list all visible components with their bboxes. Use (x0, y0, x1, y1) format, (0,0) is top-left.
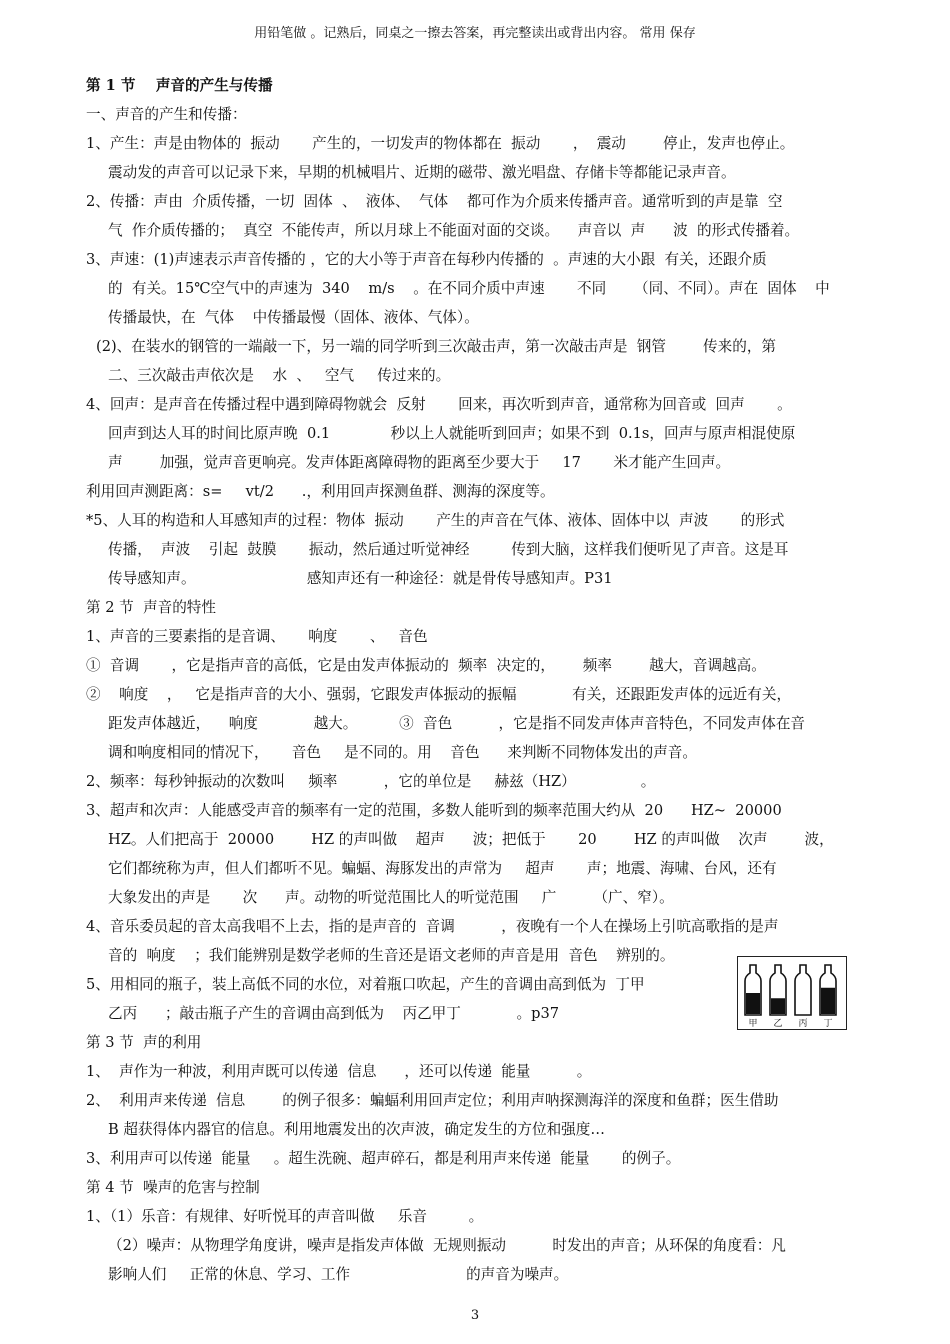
paragraph-line: ① 音调 ，它是指声音的高低，它是由发声体振动的 频率 决定的， 频率 越大，音调越高。 (86, 657, 766, 674)
paragraph-line: 传播， 声波 引起 鼓膜 振动，然后通过听觉神经 传到大脑，这样我们便听见了声音。这是耳 (108, 541, 789, 558)
paragraph-line: B 超获得体内器官的信息。利用地震发出的次声波，确定发生的方位和强度… (108, 1121, 605, 1138)
paragraph-line: 1、 声作为一种波，利用声既可以传递 信息 ，还可以传递 能量 。 (86, 1063, 592, 1080)
paragraph-line: 声 加强，觉声音更响亮。发声体距离障碍物的距离至少要大于 17 米才能产生回声。 (108, 454, 731, 471)
bottle-label-yi: 乙 (773, 1019, 783, 1029)
paragraph-line: 1、声音的三要素指的是音调、 响度 、 音色 (86, 628, 428, 645)
paragraph-line: 2、频率：每秒钟振动的次数叫 频率 ，它的单位是 赫兹（HZ） 。 (86, 773, 656, 790)
paragraph-line: 乙丙 ；敲击瓶子产生的音调由高到低为 丙乙甲丁 。p37 (108, 1005, 560, 1022)
paragraph-line: (2)、在装水的钢管的一端敲一下，另一端的同学听到三次敲击声，第一次敲击声是 钢管 传来的，第 (96, 338, 777, 355)
subsection-heading: 一、声音的产生和传播： (86, 106, 247, 123)
paragraph-line: 二、三次敲击声依次是 水 、 空气 传过来的。 (108, 367, 451, 384)
paragraph-line: ② 响度 ， 它是指声音的大小、强弱，它跟发声体振动的振幅 有关，还跟距发声体的远近有关， (86, 686, 792, 703)
paragraph-line: 传导感知声。 感知声还有一种途径：就是骨传导感知声。P31 (108, 570, 613, 587)
bottle-label-jia: 甲 (748, 1019, 758, 1029)
paragraph-line: 的 有关。15℃空气中的声速为 340 m/s 。在不同介质中声速 不同 （同、不同）。声在 固体 中 (108, 280, 830, 297)
bottle-water (771, 998, 785, 1014)
bottle-label-bing: 丙 (798, 1019, 808, 1029)
paragraph-line: 音的 响度 ；我们能辨别是数学老师的生音还是语文老师的声音是用 音色 辨别的。 (108, 947, 675, 964)
page-number: 3 (470, 1308, 480, 1323)
section-4-title: 第 4 节 噪声的危害与控制 (86, 1179, 260, 1196)
bottle-outline (795, 965, 811, 1015)
paragraph-line: 利用回声测距离：s= vt/2 .，利用回声探测鱼群、测海的深度等。 (86, 483, 555, 500)
bottle-water (821, 988, 835, 1014)
paragraph-line: HZ。人们把高于 20000 HZ 的声叫做 超声 波；把低于 20 HZ 的声叫做 次声 波， (108, 831, 834, 848)
paragraph-line: 3、超声和次声：人能感受声音的频率有一定的范围，多数人能听到的频率范围大约从 20 HZ~ 20000 (86, 802, 782, 819)
bottle-label-ding: 丁 (823, 1019, 833, 1029)
paragraph-line: 距发声体越近， 响度 越大。 ③ 音色 ，它是指不同发声体声音特色，不同发声体在音 (108, 715, 806, 732)
paragraph-line: 5、用相同的瓶子，装上高低不同的水位，对着瓶口吹起，产生的音调由高到低为 丁甲 (86, 976, 645, 993)
paragraph-line: 传播最快，在 气体 中传播最慢（固体、液体、气体）。 (108, 309, 479, 326)
section-3-title: 第 3 节 声的利用 (86, 1034, 202, 1051)
paragraph-line: *5、人耳的构造和人耳感知声的过程：物体 振动 产生的声音在气体、液体、固体中以 声波 的形式 (86, 512, 785, 529)
bottles-figure (737, 956, 847, 1030)
paragraph-line: 震动发的声音可以记录下来，早期的机械唱片、近期的磁带、激光唱盘、存储卡等都能记录声音。 (108, 164, 736, 181)
paragraph-line: 大象发出的声是 次 声。动物的听觉范围比人的听觉范围 广 （广、窄）。 (108, 889, 674, 906)
section-2-title: 第 2 节 声音的特性 (86, 599, 216, 616)
section-1-title: 第 1 节 声音的产生与传播 (86, 77, 273, 94)
paragraph-line: 它们都统称为声，但人们都听不见。蝙蝠、海豚发出的声常为 超声 声；地震、海啸、台风，还有 (108, 860, 777, 877)
paragraph-line: 2、 利用声来传递 信息 的例子很多：蝙蝠利用回声定位；利用声呐探测海洋的深度和鱼群；医生借助 (86, 1092, 779, 1109)
paragraph-line: （2）噪声：从物理学角度讲，噪声是指发声体做 无规则振动 时发出的声音；从环保的角度看：凡 (108, 1237, 786, 1254)
page-header: 用铅笔做 。记熟后，同桌之一擦去答案，再完整读出或背出内容。 常用 保存 (254, 26, 696, 41)
paragraph-line: 4、音乐委员起的音太高我唱不上去，指的是声音的 音调 ，夜晚有一个人在操场上引吭高歌指的是声 (86, 918, 779, 935)
paragraph-line: 1、（1）乐音：有规律、好听悦耳的声音叫做 乐音 。 (86, 1208, 484, 1225)
paragraph-line: 4、回声：是声音在传播过程中遇到障碍物就会 反射 回来，再次听到声音，通常称为回音或 回声 。 (86, 396, 792, 413)
paragraph-line: 2、传播：声由 介质传播，一切 固体 、 液体、 气体 都可作为介质来传播声音。通常听到的声是靠 空 (86, 193, 783, 210)
paragraph-line: 调和响度相同的情况下， 音色 是不同的。用 音色 来判断不同物体发出的声音。 (108, 744, 697, 761)
paragraph-line: 3、利用声可以传递 能量 。超生洗碗、超声碎石，都是利用声来传递 能量 的例子。 (86, 1150, 681, 1167)
bottle-water (746, 993, 760, 1014)
bottles-svg (738, 957, 846, 1029)
paragraph-line: 回声到达人耳的时间比原声晚 0.1 秒以上人就能听到回声；如果不到 0.1s，回声与原声相混使原 (108, 425, 796, 442)
paragraph-line: 气 作介质传播的； 真空 不能传声，所以月球上不能面对面的交谈。 声音以 声 波 的形式传播着。 (108, 222, 800, 239)
paragraph-line: 3、声速：(1)声速表示声音传播的 ，它的大小等于声音在每秒内传播的 。声速的大小跟 有关，还跟介质 (86, 251, 767, 268)
paragraph-line: 1、产生：声是由物体的 振动 产生的，一切发声的物体都在 振动 ， 震动 停止，发声也停止。 (86, 135, 795, 152)
paragraph-line: 影响人们 正常的休息、学习、工作 的声音为噪声。 (108, 1266, 569, 1283)
